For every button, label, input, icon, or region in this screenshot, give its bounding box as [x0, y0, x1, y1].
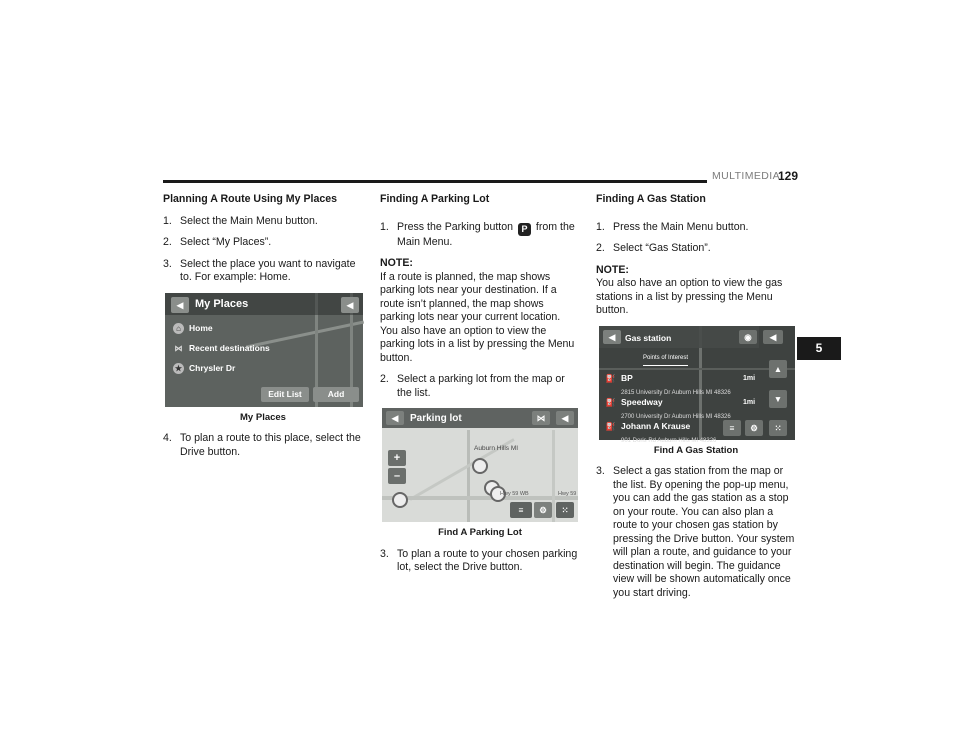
- list-item[interactable]: ★ Chrysler Dr: [174, 362, 236, 373]
- note: NOTE: If a route is planned, the map shows parking lots near your destination. If a route isn’t planned, the map shows parking lots near your current location. You also have an option to view the parking lots in a list by pressing the Menu button.: [380, 257, 575, 364]
- screen-title: Gas station: [625, 332, 672, 343]
- add-button[interactable]: Add: [313, 387, 359, 402]
- column-parking-lot: [380, 193, 580, 583]
- parking-pin[interactable]: [392, 492, 408, 508]
- section-heading: Finding A Gas Station: [596, 193, 706, 205]
- section-heading: Planning A Route Using My Places: [163, 193, 338, 205]
- star-icon: ★: [174, 363, 183, 373]
- road-label: Hwy 59 WB: [500, 491, 529, 497]
- list-item[interactable]: ⌂ Home: [173, 322, 213, 336]
- screen-title: My Places: [195, 297, 249, 310]
- back-arrow-icon[interactable]: ◀: [603, 330, 621, 344]
- screen-title: Parking lot: [410, 413, 462, 424]
- column-my-places: [163, 193, 363, 467]
- figure-caption: My Places: [240, 411, 286, 423]
- column-gas-station: [596, 193, 796, 608]
- section-heading: Finding A Parking Lot: [380, 193, 490, 205]
- running-header-section: MULTIMEDIA: [712, 170, 780, 182]
- parking-lot-screenshot: [382, 408, 578, 522]
- location-arrow-icon[interactable]: ◀: [763, 330, 783, 344]
- map-label: Auburn Hills MI: [474, 445, 519, 452]
- chapter-tab: 5: [797, 337, 841, 360]
- parking-icon: P: [518, 223, 531, 236]
- page-number: 129: [778, 169, 799, 183]
- menu-icon[interactable]: ≡: [510, 502, 532, 518]
- step-item: 2. Select “My Places”.: [163, 236, 272, 248]
- location-pin-icon[interactable]: ◉: [739, 330, 757, 344]
- zoom-out-button[interactable]: –: [388, 468, 406, 484]
- fuel-pump-icon: ⛽: [605, 421, 616, 431]
- home-icon: ⌂: [173, 323, 184, 334]
- my-places-screenshot: [165, 293, 363, 407]
- scroll-down-button[interactable]: ▼: [769, 390, 787, 408]
- grid-icon[interactable]: ⁙: [769, 420, 787, 436]
- road-label: Hwy 59: [558, 491, 577, 497]
- list-item[interactable]: ⛽ Speedway 2700 University Dr Auburn Hills MI 48326 1mi: [605, 396, 756, 420]
- step-item: 1. Select the Main Menu button.: [163, 214, 318, 227]
- tab-points-of-interest[interactable]: Points of Interest: [643, 352, 688, 367]
- step-item: 2. Select a parking lot from the map or the list.: [380, 373, 565, 399]
- zoom-in-button[interactable]: +: [388, 450, 406, 466]
- grid-icon[interactable]: ⁙: [556, 502, 574, 518]
- header-rule: [163, 180, 707, 183]
- back-arrow-icon[interactable]: ◀: [386, 411, 404, 425]
- step-item: 1. Press the Parking button P from the Main Menu.: [380, 220, 575, 248]
- gas-station-screenshot: [599, 326, 795, 444]
- settings-icon[interactable]: ⚙: [534, 502, 552, 518]
- back-arrow-icon[interactable]: ◀: [171, 297, 189, 313]
- step-item: 2. Select “Gas Station”.: [596, 242, 711, 254]
- parking-pin[interactable]: [472, 458, 488, 474]
- figure-caption: Find A Gas Station: [653, 444, 739, 456]
- step-item: 4. To plan a route to this place, select the Drive button.: [163, 432, 361, 458]
- list-item[interactable]: ⛽ BP 2815 University Dr Auburn Hills MI 48326 1mi: [605, 372, 756, 396]
- menu-icon[interactable]: ≡: [723, 420, 741, 436]
- flag-icon[interactable]: ⋈: [532, 411, 550, 425]
- location-arrow-icon[interactable]: ◀: [341, 297, 359, 313]
- note: NOTE: You also have an option to view the gas stations in a list by pressing the Menu button.: [596, 263, 783, 316]
- location-arrow-icon[interactable]: ◀: [556, 411, 574, 425]
- step-item: 3. Select a gas station from the map or the list. By opening the pop-up menu, you can add the gas station as a stop on your route. You can also plan a route to your chosen gas station by pressing the Drive button. Your system will plan a route, and guidance to your destination will begin. The guidance view will be shown automatically once you start driving.: [596, 465, 795, 599]
- fuel-pump-icon: ⛽: [605, 373, 616, 383]
- list-item[interactable]: ⛽ Johann A Krause 901 Doris Rd Auburn Hills MI 48326: [605, 420, 717, 444]
- step-item: 3. To plan a route to your chosen parking lot, select the Drive button.: [380, 547, 578, 573]
- step-item: 3. Select the place you want to navigate to. For example: Home.: [163, 257, 356, 283]
- settings-icon[interactable]: ⚙: [745, 420, 763, 436]
- flag-icon: ⋈: [174, 343, 183, 353]
- figure-caption: Find A Parking Lot: [438, 527, 522, 538]
- edit-list-button[interactable]: Edit List: [261, 387, 309, 402]
- fuel-pump-icon: ⛽: [605, 397, 616, 407]
- scroll-up-button[interactable]: ▲: [769, 360, 787, 378]
- step-item: 1. Press the Main Menu button.: [596, 220, 749, 233]
- list-item[interactable]: ⋈ Recent destinations: [174, 342, 270, 353]
